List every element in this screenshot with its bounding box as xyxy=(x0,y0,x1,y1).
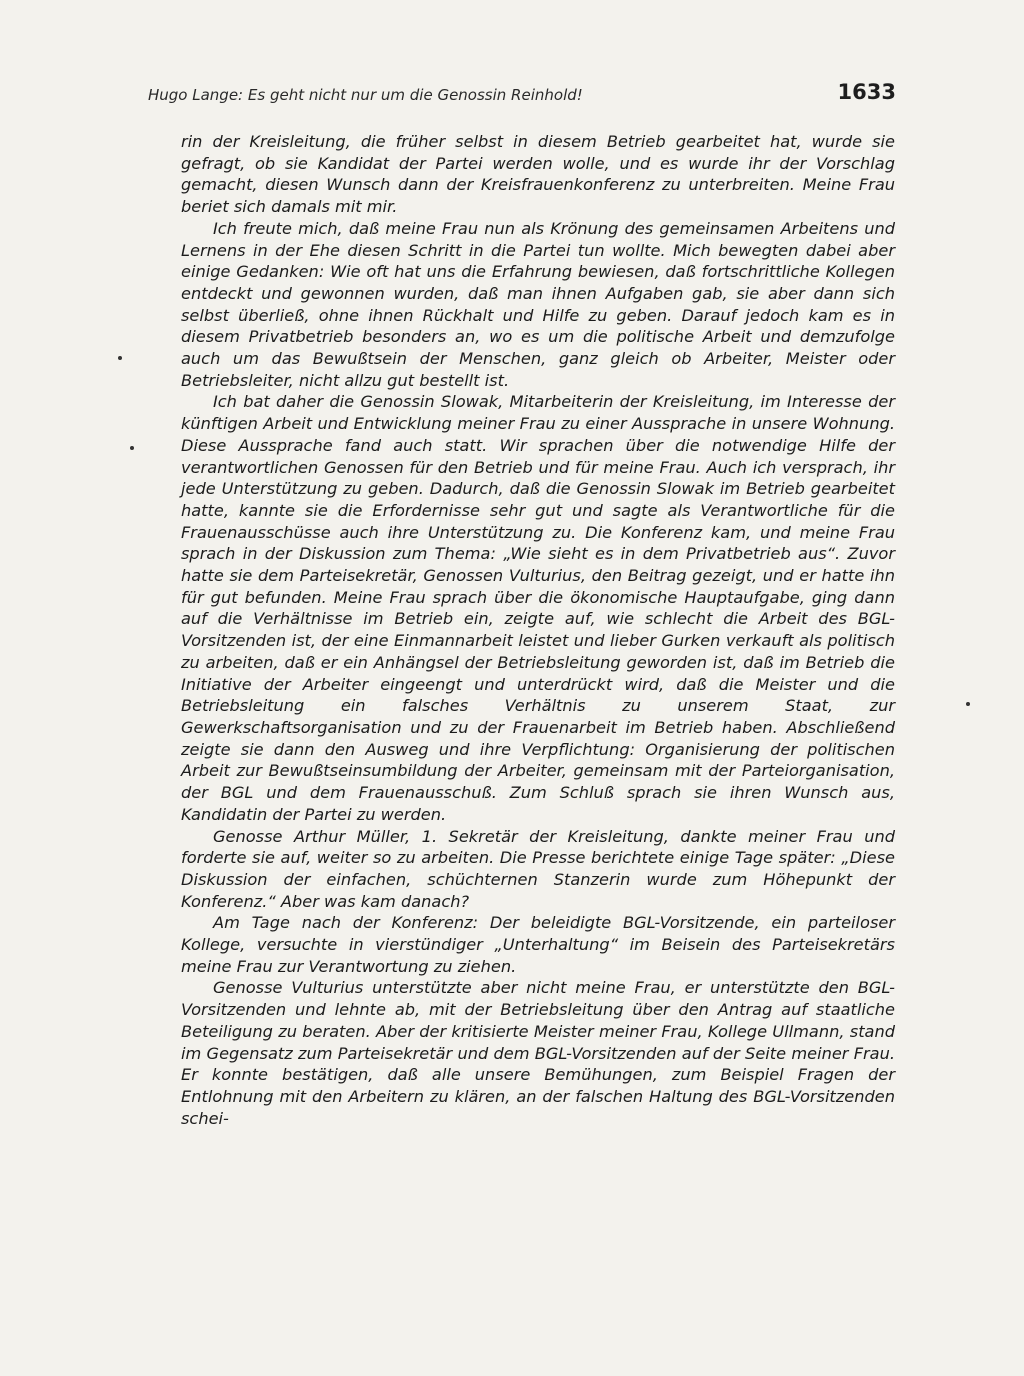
margin-speck xyxy=(966,702,970,706)
running-title: Hugo Lange: Es geht nicht nur um die Genossin Reinhold! xyxy=(148,86,583,104)
paragraph: Am Tage nach der Konferenz: Der beleidigte BGL-Vorsitzende, ein parteiloser Kollege, versuchte in vierstündiger „Unterhaltung“ im Beisein des Parteisekretärs meine Frau zur Verantwortung zu ziehen. xyxy=(181,913,895,976)
paragraph: Genosse Arthur Müller, 1. Sekretär der Kreisleitung, dankte meiner Frau und forderte sie auf, weiter so zu arbeiten. Die Presse berichtete einige Tage später: „Diese Diskussion der einfachen, schüchternen Stanzerin wurde zum Höhepunkt der Konferenz.“ Aber was kam danach? xyxy=(181,826,895,911)
paragraph: Ich bat daher die Genossin Slowak, Mitarbeiterin der Kreisleitung, im Interesse der künftigen Arbeit und Entwicklung meiner Frau zu einer Aussprache in unsere Wohnung. Diese Aussprache fand auch statt. Wir sprachen über die notwendige Hilfe der verantwortlichen Genossen für den Betrieb und für meine Frau. Auch ich versprach, ihr jede Unterstützung zu geben. Dadurch, daß die Genossin Slowak im Betrieb gearbeitet hatte, kannte sie die Erfordernisse sehr gut und sagte als Verantwortliche für die Frauenausschüsse auch ihre Unterstützung zu. Die Konferenz kam, und meine Frau sprach in der Diskussion zum Thema: „Wie sieht es in dem Privatbetrieb aus“. Zuvor hatte sie dem Parteisekretär, Genossen Vulturius, den Beitrag gezeigt, und er hatte ihn für gut befunden. Meine Frau sprach über die ökonomische Hauptaufgabe, ging dann auf die Verhältnisse im Betrieb ein, zeigte auf, wie schlecht die Arbeit des BGL-Vorsitzenden ist, der eine Einmannarbeit leistet und lieber Gurken verkauft als politisch zu arbeiten, daß er ein Anhängsel der Betriebsleitung geworden ist, daß im Betrieb die Initiative der Arbeiter eingeengt und unterdrückt wird, daß die Meister und die Betriebsleitung ein falsches Verhältnis zu unserem Staat, zur Gewerkschaftsorganisation und zu der Frauenarbeit im Betrieb haben. Abschließend zeigte sie dann den Ausweg und ihre Verpflichtung: Organisierung der politischen Arbeit zur Bewußtseinsumbildung der Arbeiter, gemeinsam mit der Parteiorganisation, der BGL und dem Frauenausschuß. Zum Schluß sprach sie ihren Wunsch aus, Kandidatin der Partei zu werden. xyxy=(181,392,895,824)
margin-speck xyxy=(130,446,134,450)
body-text xyxy=(181,131,895,1129)
margin-speck xyxy=(118,356,122,360)
paragraph: Genosse Vulturius unterstützte aber nicht meine Frau, er unterstützte den BGL-Vorsitzenden und lehnte ab, mit der Betriebsleitung über den Antrag auf staatliche Beteiligung zu beraten. Aber der kritisierte Meister meiner Frau, Kollege Ullmann, stand im Gegensatz zum Parteisekretär und dem BGL-Vorsitzenden auf der Seite meiner Frau. Er konnte bestätigen, daß alle unsere Bemühungen, zum Beispiel Fragen der Entlohnung mit den Arbeitern zu klären, an der falschen Haltung des BGL-Vorsitzenden schei- xyxy=(181,978,895,1128)
page-header xyxy=(148,80,896,110)
paragraph: Ich freute mich, daß meine Frau nun als Krönung des gemeinsamen Arbeitens und Lernens in der Ehe diesen Schritt in die Partei tun wollte. Mich bewegten dabei aber einige Gedanken: Wie oft hat uns die Erfahrung bewiesen, daß fortschrittliche Kollegen entdeckt und gewonnen wurden, daß man ihnen Aufgaben gab, sie aber dann sich selbst überließ, ohne ihnen Rückhalt und Hilfe zu geben. Darauf jedoch kam es in diesem Privatbetrieb besonders an, wo es um die politische Arbeit und demzufolge auch um das Bewußtsein der Menschen, ganz gleich ob Arbeiter, Meister oder Betriebsleiter, nicht allzu gut bestellt ist. xyxy=(181,218,895,390)
paragraph: rin der Kreisleitung, die früher selbst in diesem Betrieb gearbeitet hat, wurde sie gefragt, ob sie Kandidat der Partei werden wolle, und es wurde ihr der Vorschlag gemacht, diesen Wunsch dann der Kreisfrauenkonferenz zu unterbreiten. Meine Frau beriet sich damals mit mir. xyxy=(181,132,895,217)
page-number: 1633 xyxy=(837,80,896,104)
